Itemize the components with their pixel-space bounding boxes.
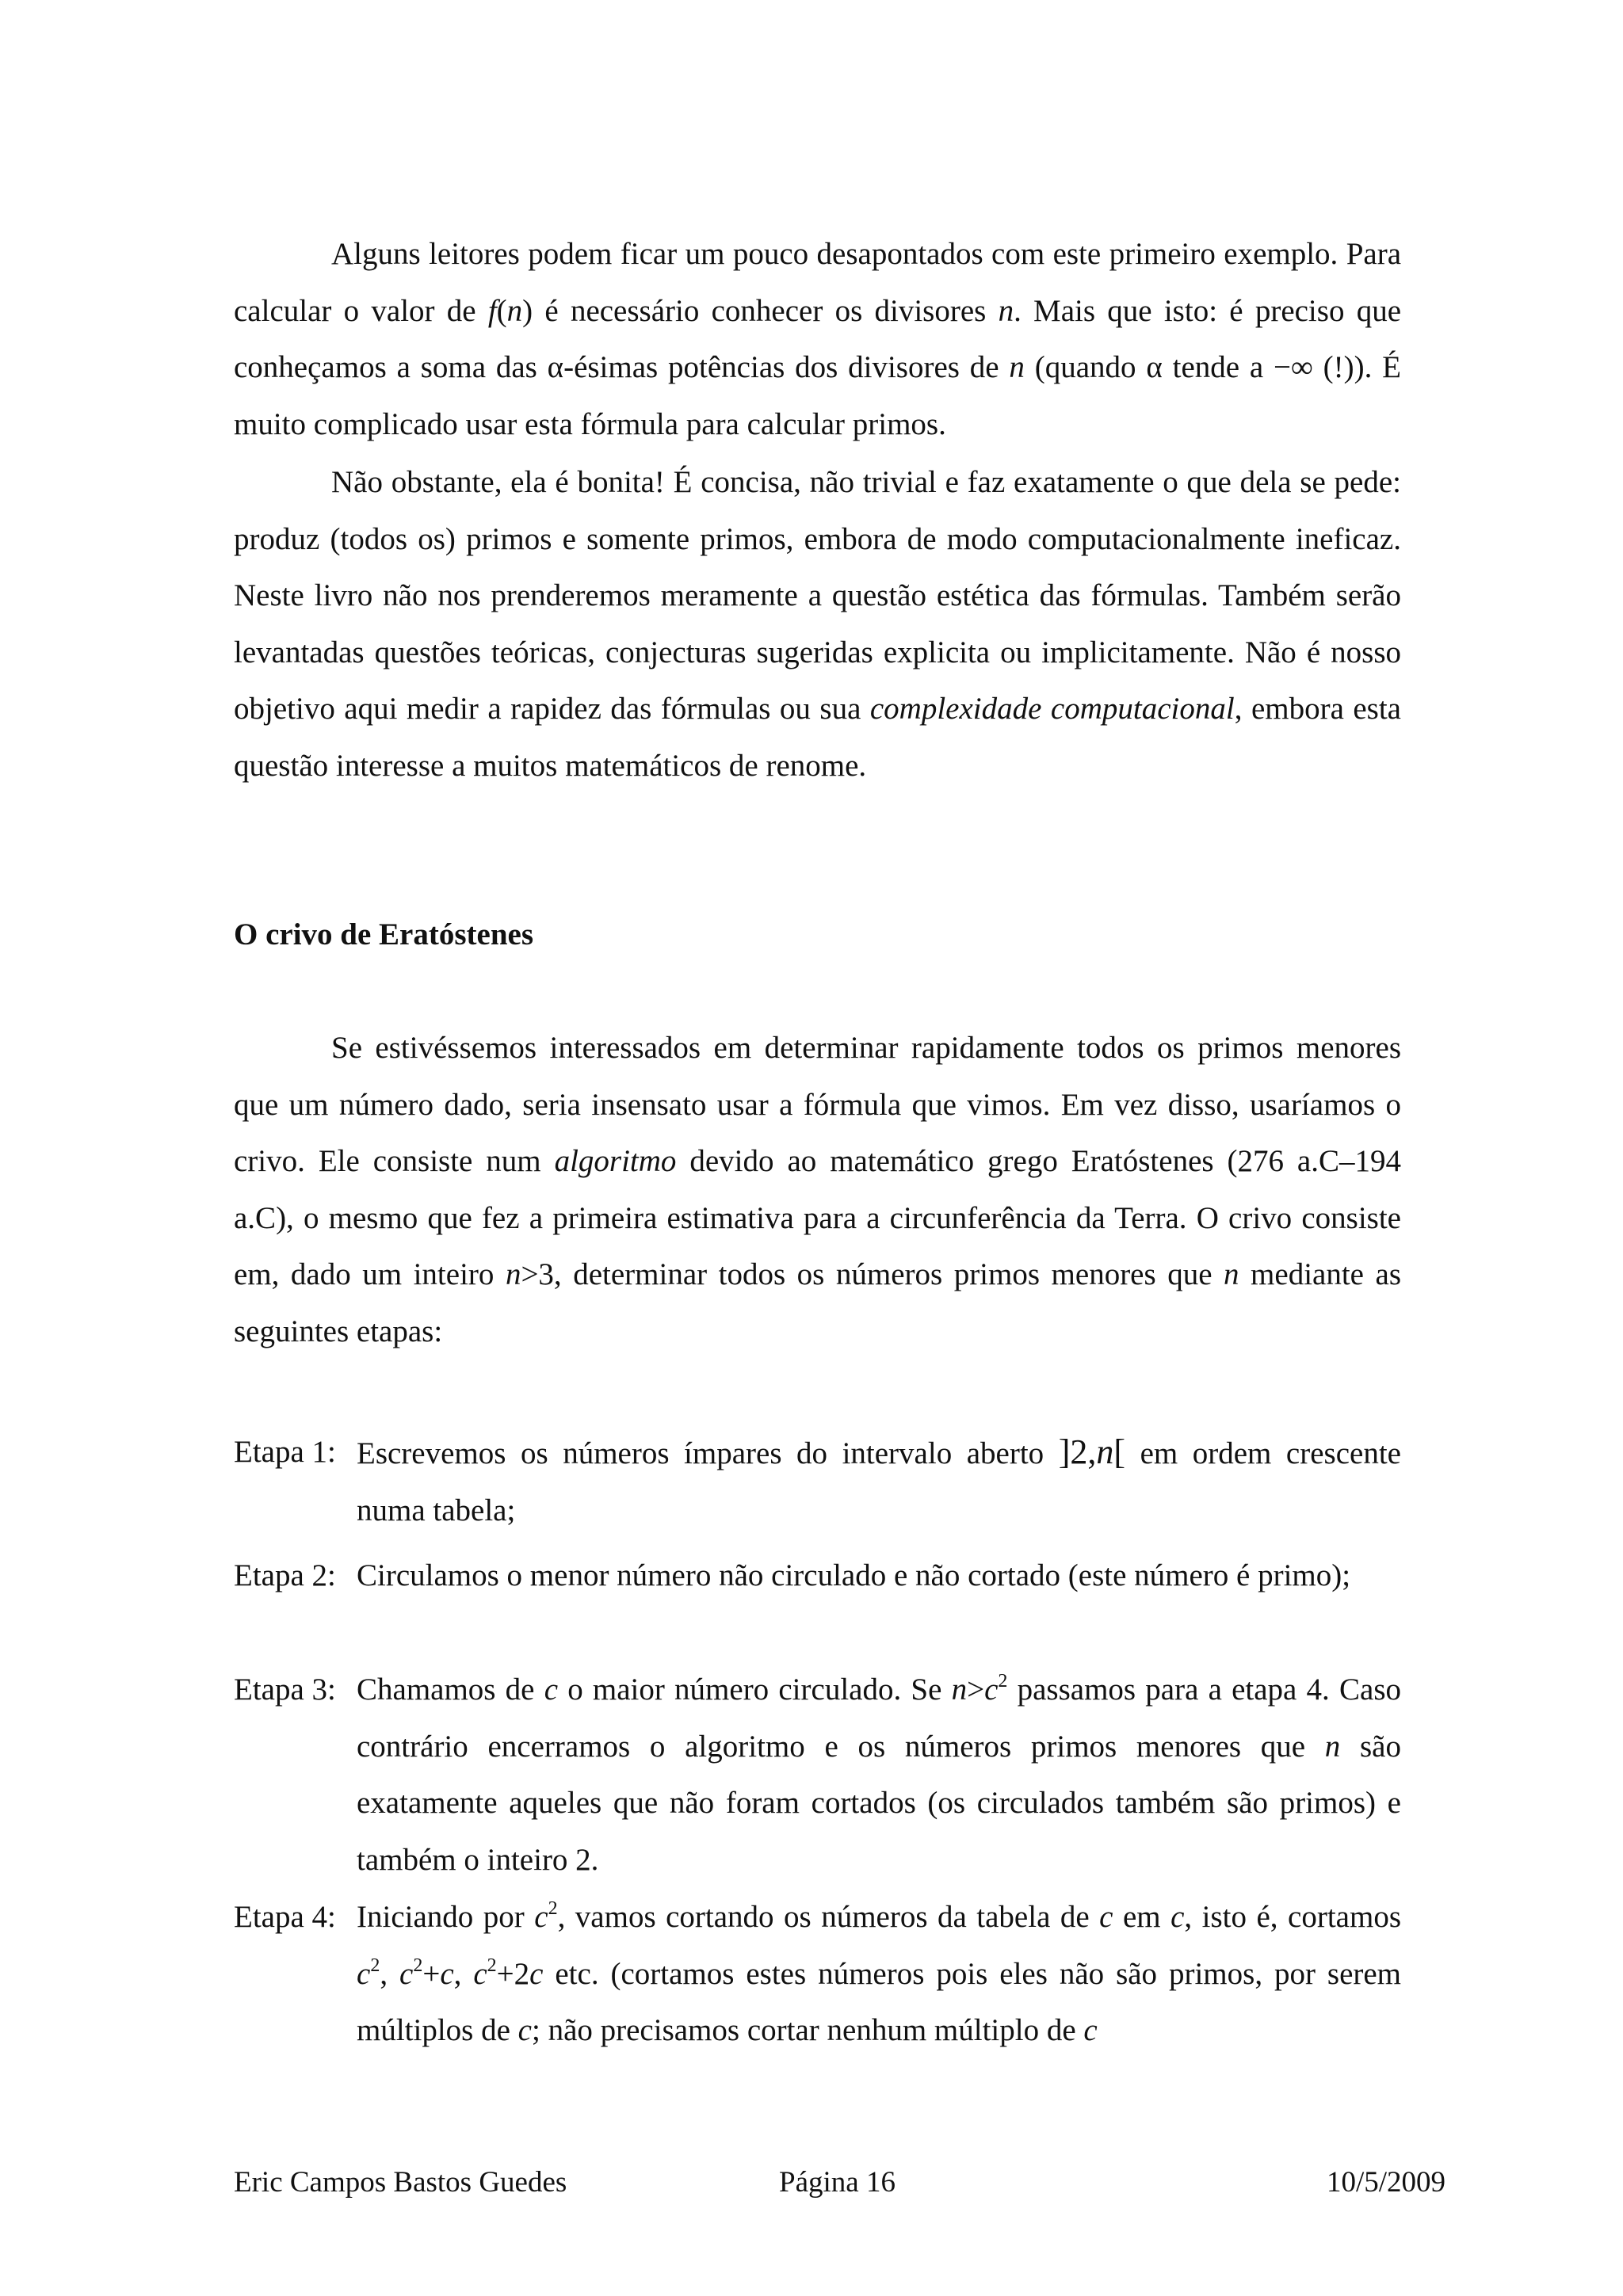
emphasis: complexidade computacional (869, 692, 1235, 727)
text-span: Circulamos o menor número não circulado e não cortado (este número é primo); (357, 1558, 1351, 1592)
math-n: n (506, 293, 523, 328)
text-span: > (967, 1672, 985, 1707)
text-span: , (453, 1956, 474, 1991)
math-n: n (1009, 350, 1025, 385)
math-c: c (1099, 1900, 1113, 1934)
step-1 (234, 1424, 1401, 1539)
text-span: o maior número circulado. Se (558, 1672, 952, 1707)
text-span: , isto é, cortamos (1184, 1900, 1401, 1934)
text-span: Escrevemos os números ímpares do intervalo aberto (357, 1436, 1059, 1470)
paragraph-3 (234, 1020, 1401, 1360)
superscript: 2 (998, 1671, 1008, 1691)
text-span: +2 (496, 1956, 530, 1991)
math-c: c (517, 2013, 532, 2048)
step-body (357, 1889, 1401, 2059)
bracket-right: [ (1113, 1432, 1126, 1471)
text-span: passamos para a etapa 4. Caso contrário encerramos o algoritmo e os números primos menores que (357, 1672, 1402, 1764)
text-span: , embora esta questão interesse a muitos matemáticos de renome. (234, 692, 1401, 783)
text-span: em (1113, 1900, 1171, 1934)
superscript: 2 (370, 1955, 380, 1976)
text-span: etc. (cortamos estes números pois eles não são primos, por serem múltiplos de (357, 1956, 1402, 2048)
paragraph-1 (234, 226, 1401, 452)
text-span: ( (496, 293, 507, 328)
math-c: c (1170, 1900, 1185, 1934)
step-label: Etapa 1: (234, 1435, 336, 1469)
text-span: ; não precisamos cortar nenhum múltiplo de (531, 2013, 1084, 2048)
step-label: Etapa 2: (234, 1558, 336, 1592)
math-c: c (544, 1672, 558, 1707)
text-span: >3, determinar todos os números primos menores que (521, 1257, 1224, 1292)
step-body (357, 1661, 1401, 1888)
superscript: 2 (487, 1955, 497, 1976)
step-body (357, 1547, 1401, 1604)
math-c: c (529, 1956, 544, 1991)
text-span: Chamamos de (357, 1672, 544, 1707)
footer-page-number: Página 16 (779, 2166, 896, 2199)
text-span: em ordem crescente numa tabela; (357, 1436, 1401, 1527)
open-interval (1059, 1432, 1125, 1471)
math-n: n (998, 293, 1014, 328)
text-span: + (422, 1956, 441, 1991)
page-body (234, 0, 1401, 2296)
superscript: 2 (413, 1955, 423, 1976)
math-c: c (534, 1900, 548, 1934)
text-span: Não obstante, ela é bonita! É concisa, não trivial e faz exatamente o que dela se pede: produz (todos os) primos e somente primos, embora de modo computacionalmente ineficaz. Neste livro não nos prenderemos meramente a questão estética das fórmulas. Também serão levantadas questões teóricas, conjecturas sugeridas explicita ou implicitamente. Não é nosso objetivo aqui medir a rapidez das fórmulas ou sua (234, 465, 1401, 727)
step-label: Etapa 3: (234, 1672, 336, 1707)
math-c: c (473, 1956, 487, 1991)
step-2 (234, 1547, 1401, 1604)
minus-infinity-symbol: −∞ (1274, 350, 1313, 385)
footer-author: Eric Campos Bastos Guedes (234, 2166, 567, 2199)
text-span: Iniciando por (357, 1900, 535, 1934)
text-span: ) é necessário conhecer os divisores (522, 293, 999, 328)
math-n: n (951, 1672, 968, 1707)
text-span: são exatamente aqueles que não foram cortados (os circulados também são primos) e também o inteiro 2. (357, 1729, 1401, 1877)
paragraph-2 (234, 454, 1401, 795)
step-3 (234, 1661, 1401, 1888)
superscript: 2 (548, 1898, 558, 1919)
bracket-left: ] (1058, 1432, 1071, 1471)
text-span: . Mais que isto: é preciso que conheçamos a soma das α-ésimas potências dos divisores de (234, 293, 1401, 385)
math-c: c (440, 1956, 454, 1991)
text-span: devido ao matemático grego Eratóstenes (276 a.C–194 a.C), o mesmo que fez a primeira estimativa para a circunferência da Terra. O crivo consiste em, dado um inteiro (234, 1144, 1401, 1292)
math-f: f (487, 293, 497, 328)
text-span: (quando α tende a (1024, 350, 1274, 385)
math-c: c (399, 1956, 414, 1991)
math-n: n (1324, 1729, 1341, 1764)
math-c: c (984, 1672, 999, 1707)
text-span: Alguns leitores podem ficar um pouco desapontados com este primeiro exemplo. Para calcular o valor de (234, 237, 1401, 328)
text-span: Se estivéssemos interessados em determinar rapidamente todos os primos menores que um número dado, seria insensato usar a fórmula que vimos. Em vez disso, usaríamos o crivo. Ele consiste num (234, 1031, 1401, 1179)
math-c: c (1083, 2013, 1098, 2048)
emphasis: algoritmo (554, 1144, 677, 1179)
math-n: n (1096, 1432, 1114, 1471)
step-4 (234, 1889, 1401, 2059)
section-heading: O crivo de Eratóstenes (234, 917, 534, 952)
footer-date: 10/5/2009 (1327, 2166, 1446, 2199)
text-span: , vamos cortando os números da tabela de (557, 1900, 1100, 1934)
step-label: Etapa 4: (234, 1900, 336, 1934)
text-span: , (380, 1956, 399, 1991)
math-c: c (357, 1956, 371, 1991)
text-span: (!)). É muito complicado usar esta fórmula para calcular primos. (234, 350, 1402, 441)
math-two: 2, (1070, 1432, 1097, 1471)
text-span: mediante as seguintes etapas: (234, 1257, 1401, 1348)
step-body (357, 1424, 1401, 1539)
math-n: n (505, 1257, 521, 1292)
math-n: n (1224, 1257, 1239, 1292)
